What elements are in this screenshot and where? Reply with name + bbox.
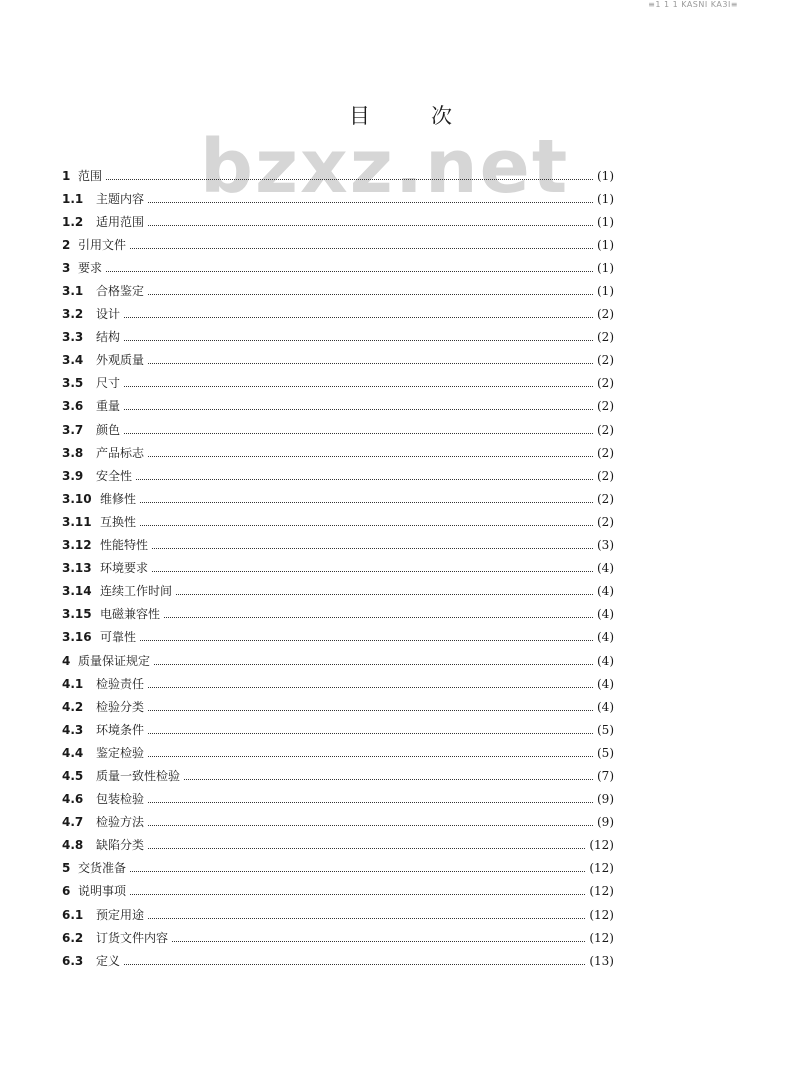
toc-entry-number: 1: [62, 168, 71, 183]
toc-entry-page: (12): [589, 930, 614, 945]
toc-entry[interactable]: [62, 764, 614, 787]
toc-entry-page: (2): [597, 353, 614, 368]
toc-entry[interactable]: [62, 303, 614, 326]
toc-entry[interactable]: [62, 279, 614, 302]
toc-entry-label: 交货准备: [78, 861, 127, 876]
toc-entry-number: 4.4: [62, 745, 84, 760]
toc-leader-dots: [154, 663, 593, 665]
toc-entry-number: 6.2: [62, 930, 84, 945]
toc-entry-label: 鉴定检验: [96, 745, 145, 760]
toc-entry[interactable]: [62, 326, 614, 349]
toc-entry-label: 环境要求: [100, 561, 149, 576]
toc-entry-label: 合格鉴定: [96, 284, 145, 299]
toc-leader-dots: [140, 501, 593, 503]
toc-entry-label: 检验分类: [96, 699, 145, 714]
toc-entry-label: 连续工作时间: [100, 584, 173, 599]
toc-entry-number: 5: [62, 861, 71, 876]
toc-leader-dots: [164, 616, 593, 618]
toc-entry[interactable]: [62, 903, 614, 926]
toc-leader-dots: [140, 524, 593, 526]
toc-entry[interactable]: [62, 441, 614, 464]
toc-entry-page: (5): [597, 745, 614, 760]
toc-leader-dots: [148, 686, 593, 688]
toc-entry-number: 3.5: [62, 376, 84, 391]
toc-entry-page: (2): [597, 330, 614, 345]
toc-entry[interactable]: [62, 418, 614, 441]
toc-entry-page: (1): [597, 191, 614, 206]
toc-leader-dots: [130, 870, 585, 872]
toc-entry-number: 3.9: [62, 468, 84, 483]
toc-entry[interactable]: [62, 857, 614, 880]
toc-entry[interactable]: [62, 672, 614, 695]
toc-entry[interactable]: [62, 741, 614, 764]
toc-entry[interactable]: [62, 395, 614, 418]
toc-entry-number: 4.5: [62, 768, 84, 783]
toc-entry[interactable]: [62, 487, 614, 510]
toc-entry[interactable]: [62, 233, 614, 256]
toc-entry-number: 4.1: [62, 676, 84, 691]
toc-entry-page: (2): [597, 422, 614, 437]
toc-entry[interactable]: [62, 880, 614, 903]
toc-entry-number: 4.3: [62, 722, 84, 737]
toc-entry-label: 维修性: [100, 491, 137, 506]
toc-entry-number: 6.1: [62, 907, 84, 922]
toc-leader-dots: [148, 824, 593, 826]
toc-entry-page: (4): [597, 653, 614, 668]
toc-entry-label: 包装检验: [96, 792, 145, 807]
toc-entry[interactable]: [62, 811, 614, 834]
toc-entry-page: (4): [597, 676, 614, 691]
toc-entry[interactable]: [62, 256, 614, 279]
toc-entry[interactable]: [62, 164, 614, 187]
toc-entry-page: (1): [597, 260, 614, 275]
toc-entry-page: (4): [597, 630, 614, 645]
toc-entry-page: (1): [597, 284, 614, 299]
toc-entry-label: 定义: [96, 953, 121, 968]
toc-entry-label: 互换性: [100, 514, 137, 529]
toc-entry-label: 检验方法: [96, 815, 145, 830]
toc-entry-label: 尺寸: [96, 376, 121, 391]
toc-entry-page: (2): [597, 468, 614, 483]
toc-entry-page: (2): [597, 376, 614, 391]
toc-entry-number: 1.1: [62, 191, 84, 206]
toc-entry-number: 3.6: [62, 399, 84, 414]
toc-entry-label: 质量一致性检验: [96, 768, 181, 783]
toc-leader-dots: [148, 755, 593, 757]
toc-entry-number: 3.15: [62, 607, 92, 622]
toc-leader-dots: [124, 385, 593, 387]
toc-entry-page: (12): [589, 907, 614, 922]
toc-entry-page: (1): [597, 237, 614, 252]
toc-entry-label: 说明事项: [78, 884, 127, 899]
toc-leader-dots: [140, 639, 593, 641]
toc-entry-page: (2): [597, 514, 614, 529]
toc-entry-number: 1.2: [62, 214, 84, 229]
toc-entry[interactable]: [62, 718, 614, 741]
toc-leader-dots: [124, 408, 593, 410]
toc-entry-label: 引用文件: [78, 237, 127, 252]
toc-entry[interactable]: [62, 580, 614, 603]
toc-leader-dots: [124, 963, 585, 965]
title-char-1: 目: [349, 104, 370, 128]
toc-entry-number: 4.7: [62, 815, 84, 830]
toc-entry-page: (9): [597, 792, 614, 807]
toc-entry-label: 重量: [96, 399, 121, 414]
toc-entry-number: 3.16: [62, 630, 92, 645]
toc-entry[interactable]: [62, 510, 614, 533]
toc-entry-label: 结构: [96, 330, 121, 345]
toc-leader-dots: [148, 201, 593, 203]
toc-entry-page: (12): [589, 838, 614, 853]
toc-entry[interactable]: [62, 210, 614, 233]
toc-entry[interactable]: [62, 372, 614, 395]
toc-entry-number: 3.13: [62, 561, 92, 576]
toc-entry-label: 设计: [96, 307, 121, 322]
toc-entry-label: 预定用途: [96, 907, 145, 922]
toc-leader-dots: [124, 316, 593, 318]
toc-entry-number: 4: [62, 653, 71, 668]
toc-leader-dots: [148, 709, 593, 711]
toc-entry-label: 适用范围: [96, 214, 145, 229]
toc-entry-label: 主题内容: [96, 191, 145, 206]
toc-leader-dots: [176, 593, 593, 595]
toc-entry-number: 3.7: [62, 422, 84, 437]
toc-entry-label: 检验责任: [96, 676, 145, 691]
toc-entry-number: 4.8: [62, 838, 84, 853]
toc-leader-dots: [124, 339, 593, 341]
toc-leader-dots: [130, 247, 593, 249]
toc-entry-page: (4): [597, 584, 614, 599]
toc-entry[interactable]: [62, 926, 614, 949]
title-char-2: 次: [431, 104, 452, 128]
toc-leader-dots: [148, 224, 593, 226]
toc-leader-dots: [148, 847, 585, 849]
toc-leader-dots: [148, 362, 593, 364]
toc-entry[interactable]: [62, 557, 614, 580]
toc-entry-label: 质量保证规定: [78, 653, 151, 668]
toc-entry-page: (5): [597, 722, 614, 737]
header-mark: ≡1 1 1 KASNI KA3I≡: [648, 0, 738, 9]
toc-entry[interactable]: [62, 834, 614, 857]
toc-entry-page: (1): [597, 214, 614, 229]
toc-leader-dots: [148, 732, 593, 734]
toc-entry-page: (2): [597, 307, 614, 322]
toc-entry-number: 3.2: [62, 307, 84, 322]
toc-entry[interactable]: [62, 464, 614, 487]
toc-entry-page: (2): [597, 445, 614, 460]
toc-entry-number: 6.3: [62, 953, 84, 968]
toc-entry-number: 3.14: [62, 584, 92, 599]
toc-entry-number: 3.11: [62, 514, 92, 529]
page-title: [0, 100, 800, 130]
toc-entry-page: (1): [597, 168, 614, 183]
toc-entry-page: (12): [589, 861, 614, 876]
toc-leader-dots: [148, 455, 593, 457]
toc-entry-number: 4.6: [62, 792, 84, 807]
toc-leader-dots: [148, 293, 593, 295]
toc-entry-label: 外观质量: [96, 353, 145, 368]
toc-entry-label: 可靠性: [100, 630, 137, 645]
toc-entry-label: 安全性: [96, 468, 133, 483]
toc-leader-dots: [130, 893, 585, 895]
toc-entry-number: 6: [62, 884, 71, 899]
toc-entry-label: 环境条件: [96, 722, 145, 737]
toc-leader-dots: [172, 940, 585, 942]
table-of-contents: [62, 164, 614, 972]
toc-leader-dots: [136, 478, 593, 480]
toc-entry-page: (3): [597, 538, 614, 553]
toc-entry-number: 2: [62, 237, 71, 252]
toc-entry-page: (12): [589, 884, 614, 899]
toc-entry-label: 范围: [78, 168, 103, 183]
toc-entry-label: 产品标志: [96, 445, 145, 460]
toc-entry-number: 4.2: [62, 699, 84, 714]
toc-entry-page: (13): [589, 953, 614, 968]
toc-entry-label: 缺陷分类: [96, 838, 145, 853]
toc-entry[interactable]: [62, 649, 614, 672]
toc-entry[interactable]: [62, 695, 614, 718]
toc-entry-number: 3.12: [62, 538, 92, 553]
toc-leader-dots: [152, 547, 593, 549]
toc-leader-dots: [184, 778, 593, 780]
toc-entry-label: 要求: [78, 260, 103, 275]
toc-entry-page: (4): [597, 561, 614, 576]
toc-entry-number: 3.3: [62, 330, 84, 345]
toc-entry-number: 3.8: [62, 445, 84, 460]
toc-entry-number: 3: [62, 260, 71, 275]
toc-entry[interactable]: [62, 626, 614, 649]
toc-leader-dots: [124, 432, 593, 434]
toc-entry-label: 订货文件内容: [96, 930, 169, 945]
toc-entry[interactable]: [62, 187, 614, 210]
toc-leader-dots: [106, 270, 593, 272]
toc-entry-page: (7): [597, 768, 614, 783]
toc-entry[interactable]: [62, 603, 614, 626]
toc-entry[interactable]: [62, 534, 614, 557]
toc-entry-page: (2): [597, 399, 614, 414]
toc-entry[interactable]: [62, 788, 614, 811]
toc-leader-dots: [148, 917, 585, 919]
toc-entry[interactable]: [62, 949, 614, 972]
toc-entry-page: (9): [597, 815, 614, 830]
toc-leader-dots: [148, 801, 593, 803]
toc-entry-number: 3.10: [62, 491, 92, 506]
toc-entry-number: 3.4: [62, 353, 84, 368]
toc-entry[interactable]: [62, 349, 614, 372]
toc-entry-page: (4): [597, 607, 614, 622]
toc-entry-label: 颜色: [96, 422, 121, 437]
watermark: bzxz.net: [200, 124, 570, 210]
toc-leader-dots: [152, 570, 593, 572]
toc-entry-page: (2): [597, 491, 614, 506]
toc-leader-dots: [106, 178, 593, 180]
toc-entry-page: (4): [597, 699, 614, 714]
toc-entry-label: 性能特性: [100, 538, 149, 553]
toc-entry-label: 电磁兼容性: [100, 607, 161, 622]
toc-entry-number: 3.1: [62, 284, 84, 299]
